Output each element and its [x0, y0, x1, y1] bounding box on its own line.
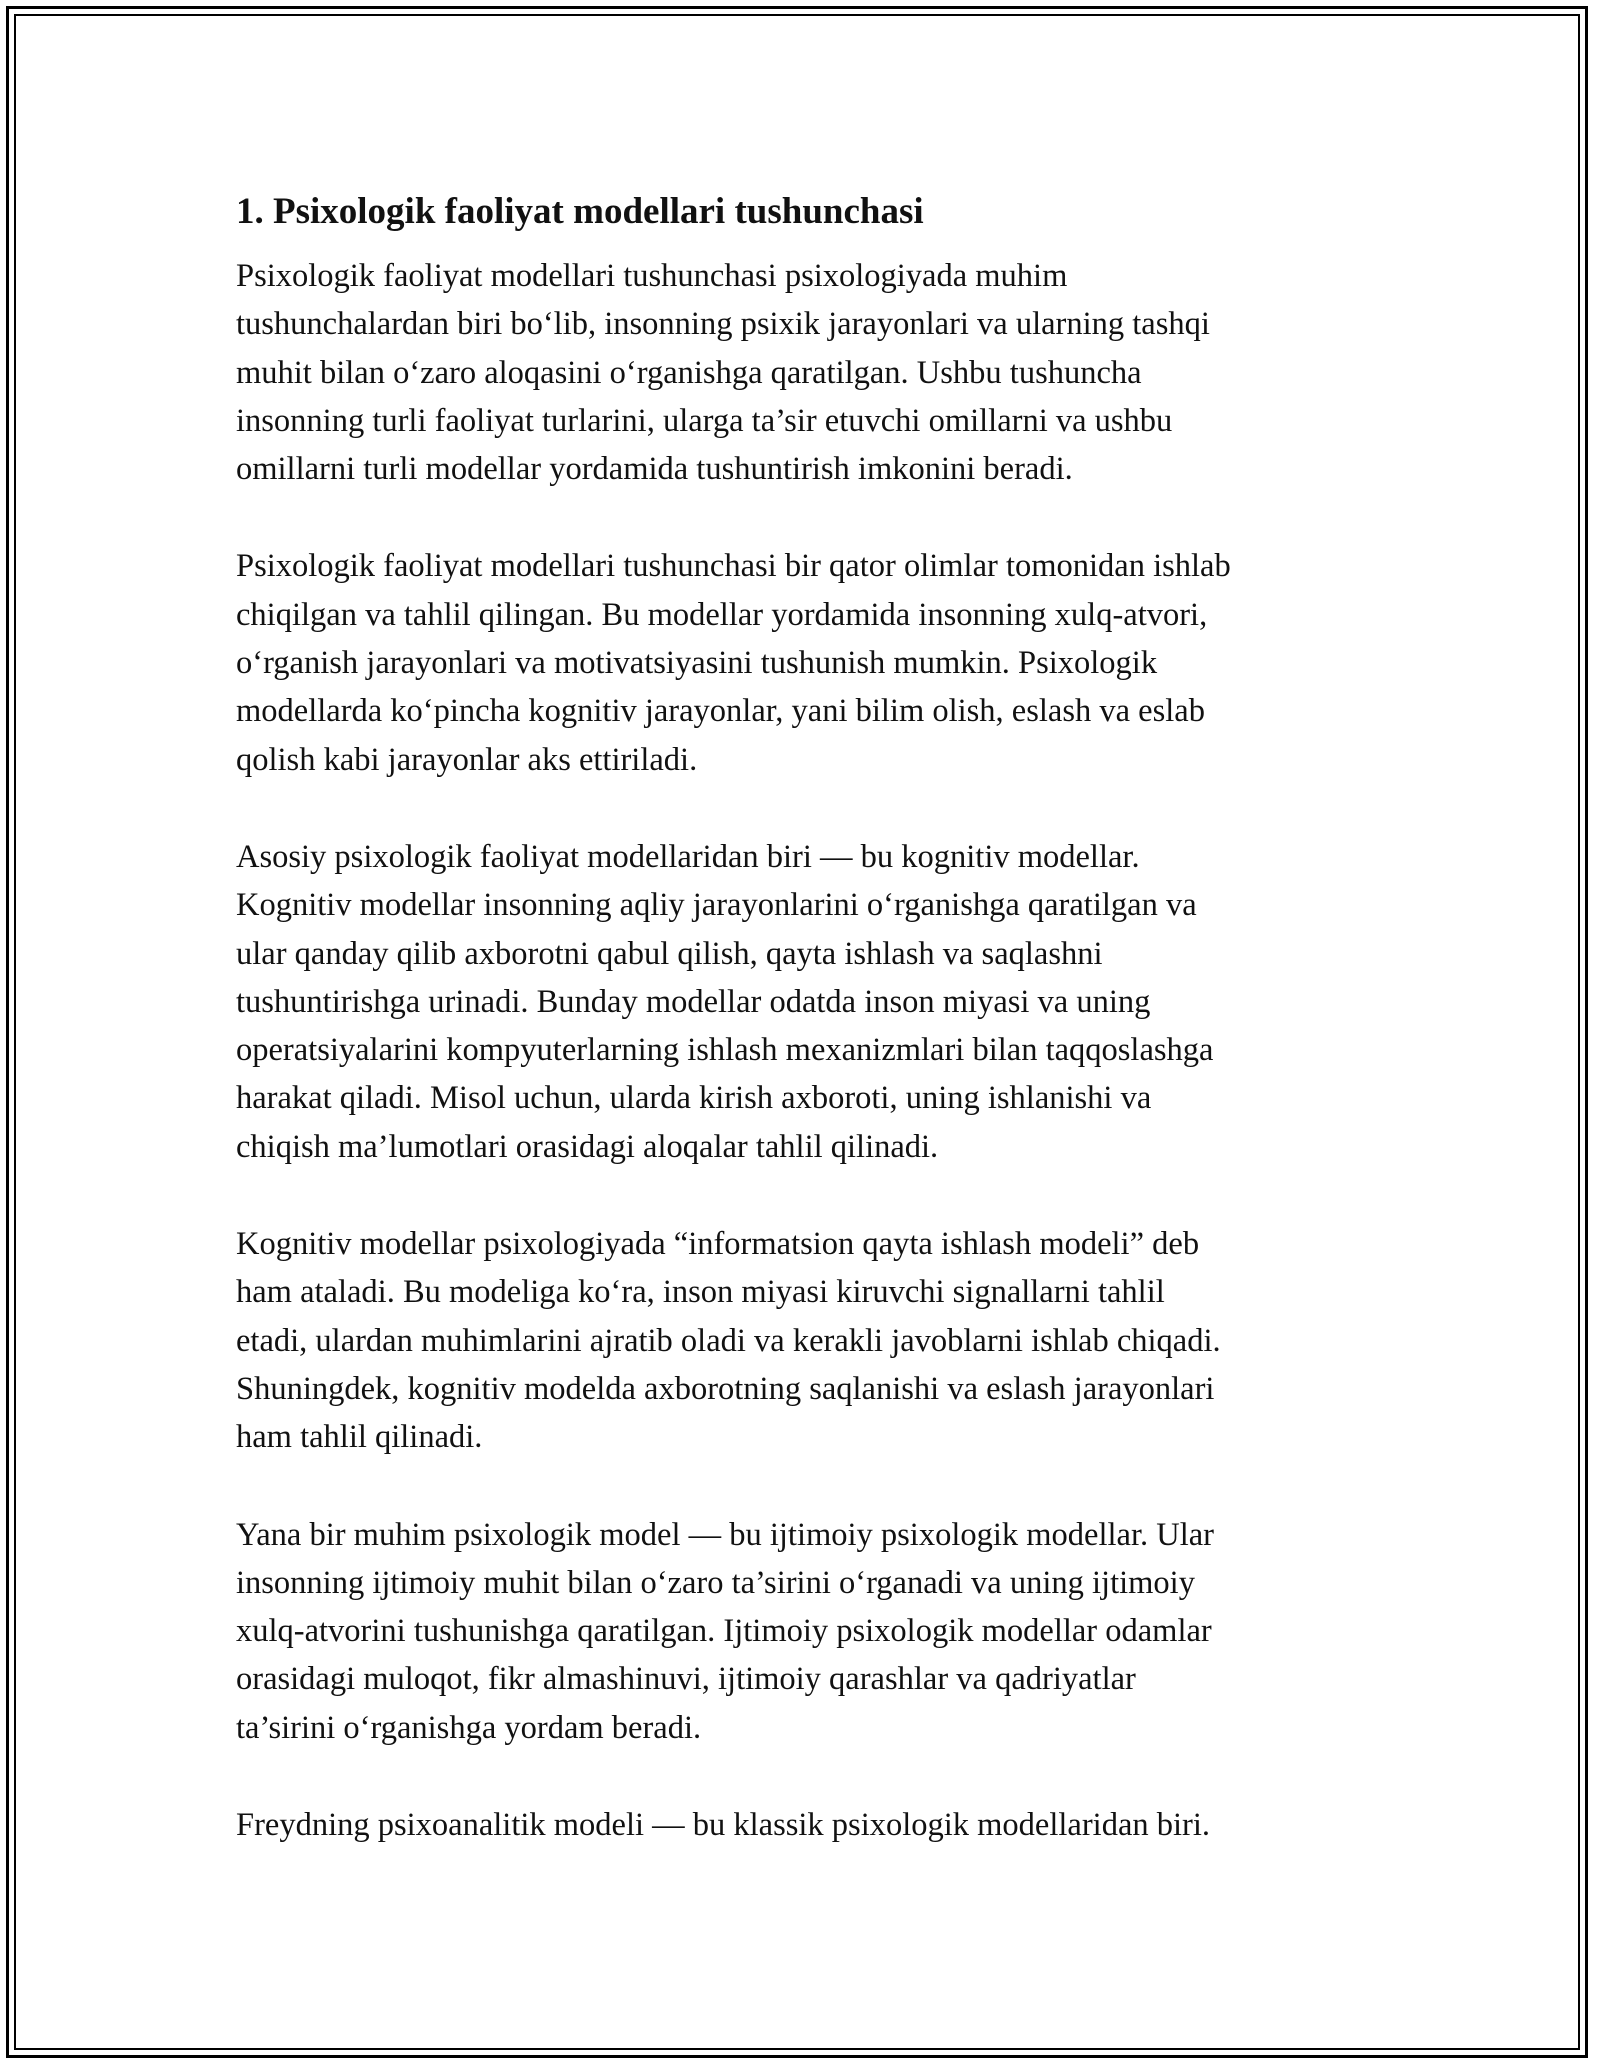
paragraph-1 — [236, 252, 1376, 493]
text-line: orasidagi muloqot, fikr almashinuvi, ijtimoiy qarashlar va qadriyatlar — [236, 1661, 1136, 1698]
text-line: Kognitiv modellar insonning aqliy jarayonlarini o‘rganishga qaratilgan va — [236, 887, 1197, 924]
text-line: tushuntirishga urinadi. Bunday modellar odatda inson miyasi va uning — [236, 983, 1151, 1020]
text-line: muhit bilan o‘zaro aloqasini o‘rganishga qaratilgan. Ushbu tushuncha — [236, 354, 1142, 391]
paragraph-4 — [236, 1220, 1376, 1461]
section-heading: 1. Psixologik faoliyat modellari tushunchasi — [236, 191, 924, 232]
text-line: qolish kabi jarayonlar aks ettiriladi. — [236, 741, 698, 778]
text-line: Yana bir muhim psixologik model — bu ijtimoiy psixologik modellar. Ular — [236, 1516, 1214, 1553]
text-line: ham ataladi. Bu modeliga ko‘ra, inson miyasi kiruvchi signallarni tahlil — [236, 1274, 1165, 1311]
text-line: chiqish ma’lumotlari orasidagi aloqalar tahlil qilinadi. — [236, 1128, 939, 1165]
paragraph-3 — [236, 833, 1376, 1171]
text-line: modellarda ko‘pincha kognitiv jarayonlar, yani bilim olish, eslash va eslab — [236, 693, 1205, 730]
text-line: insonning turli faoliyat turlarini, ularga ta’sir etuvchi omillarni va ushbu — [236, 402, 1173, 439]
text-line: o‘rganish jarayonlari va motivatsiyasini tushunish mumkin. Psixologik — [236, 645, 1158, 682]
text-line: ta’sirini o‘rganishga yordam beradi. — [236, 1709, 702, 1746]
paragraph-6 — [236, 1801, 1376, 1849]
text-line: chiqilgan va tahlil qilingan. Bu modellar yordamida insonning xulq-atvori, — [236, 596, 1208, 633]
text-line: Shuningdek, kognitiv modelda axborotning saqlanishi va eslash jarayonlari — [236, 1370, 1215, 1407]
text-line: operatsiyalarini kompyuterlarning ishlash mexanizmlari bilan taqqoslashga — [236, 1032, 1214, 1069]
text-line: etadi, ulardan muhimlarini ajratib oladi va kerakli javoblarni ishlab chiqadi. — [236, 1322, 1221, 1359]
text-line: Psixologik faoliyat modellari tushunchasi bir qator olimlar tomonidan ishlab — [236, 548, 1231, 585]
text-line: Kognitiv modellar psixologiyada “informatsion qayta ishlash modeli” deb — [236, 1226, 1200, 1263]
text-line: insonning ijtimoiy muhit bilan o‘zaro ta’sirini o‘rganadi va uning ijtimoiy — [236, 1564, 1195, 1601]
text-line: Psixologik faoliyat modellari tushunchasi psixologiyada muhim — [236, 258, 1068, 294]
text-line: harakat qiladi. Misol uchun, ularda kirish axboroti, uning ishlanishi va — [236, 1080, 1152, 1117]
document-body — [236, 188, 1376, 1898]
text-line: xulq-atvorini tushunishga qaratilgan. Ijtimoiy psixologik modellar odamlar — [236, 1613, 1212, 1650]
paragraph-2 — [236, 542, 1376, 783]
text-line: Asosiy psixologik faoliyat modellaridan biri — bu kognitiv modellar. — [236, 838, 1140, 875]
text-line: omillarni turli modellar yordamida tushuntirish imkonini beradi. — [236, 451, 1073, 488]
text-line: tushunchalardan biri bo‘lib, insonning psixik jarayonlari va ularning tashqi — [236, 306, 1210, 343]
paragraph-5 — [236, 1511, 1376, 1752]
text-line: ham tahlil qilinadi. — [236, 1419, 483, 1456]
text-line: ular qanday qilib axborotni qabul qilish, qayta ishlash va saqlashni — [236, 935, 1103, 972]
text-line: Freydning psixoanalitik modeli — bu klassik psixologik modellaridan biri. — [236, 1807, 1211, 1844]
